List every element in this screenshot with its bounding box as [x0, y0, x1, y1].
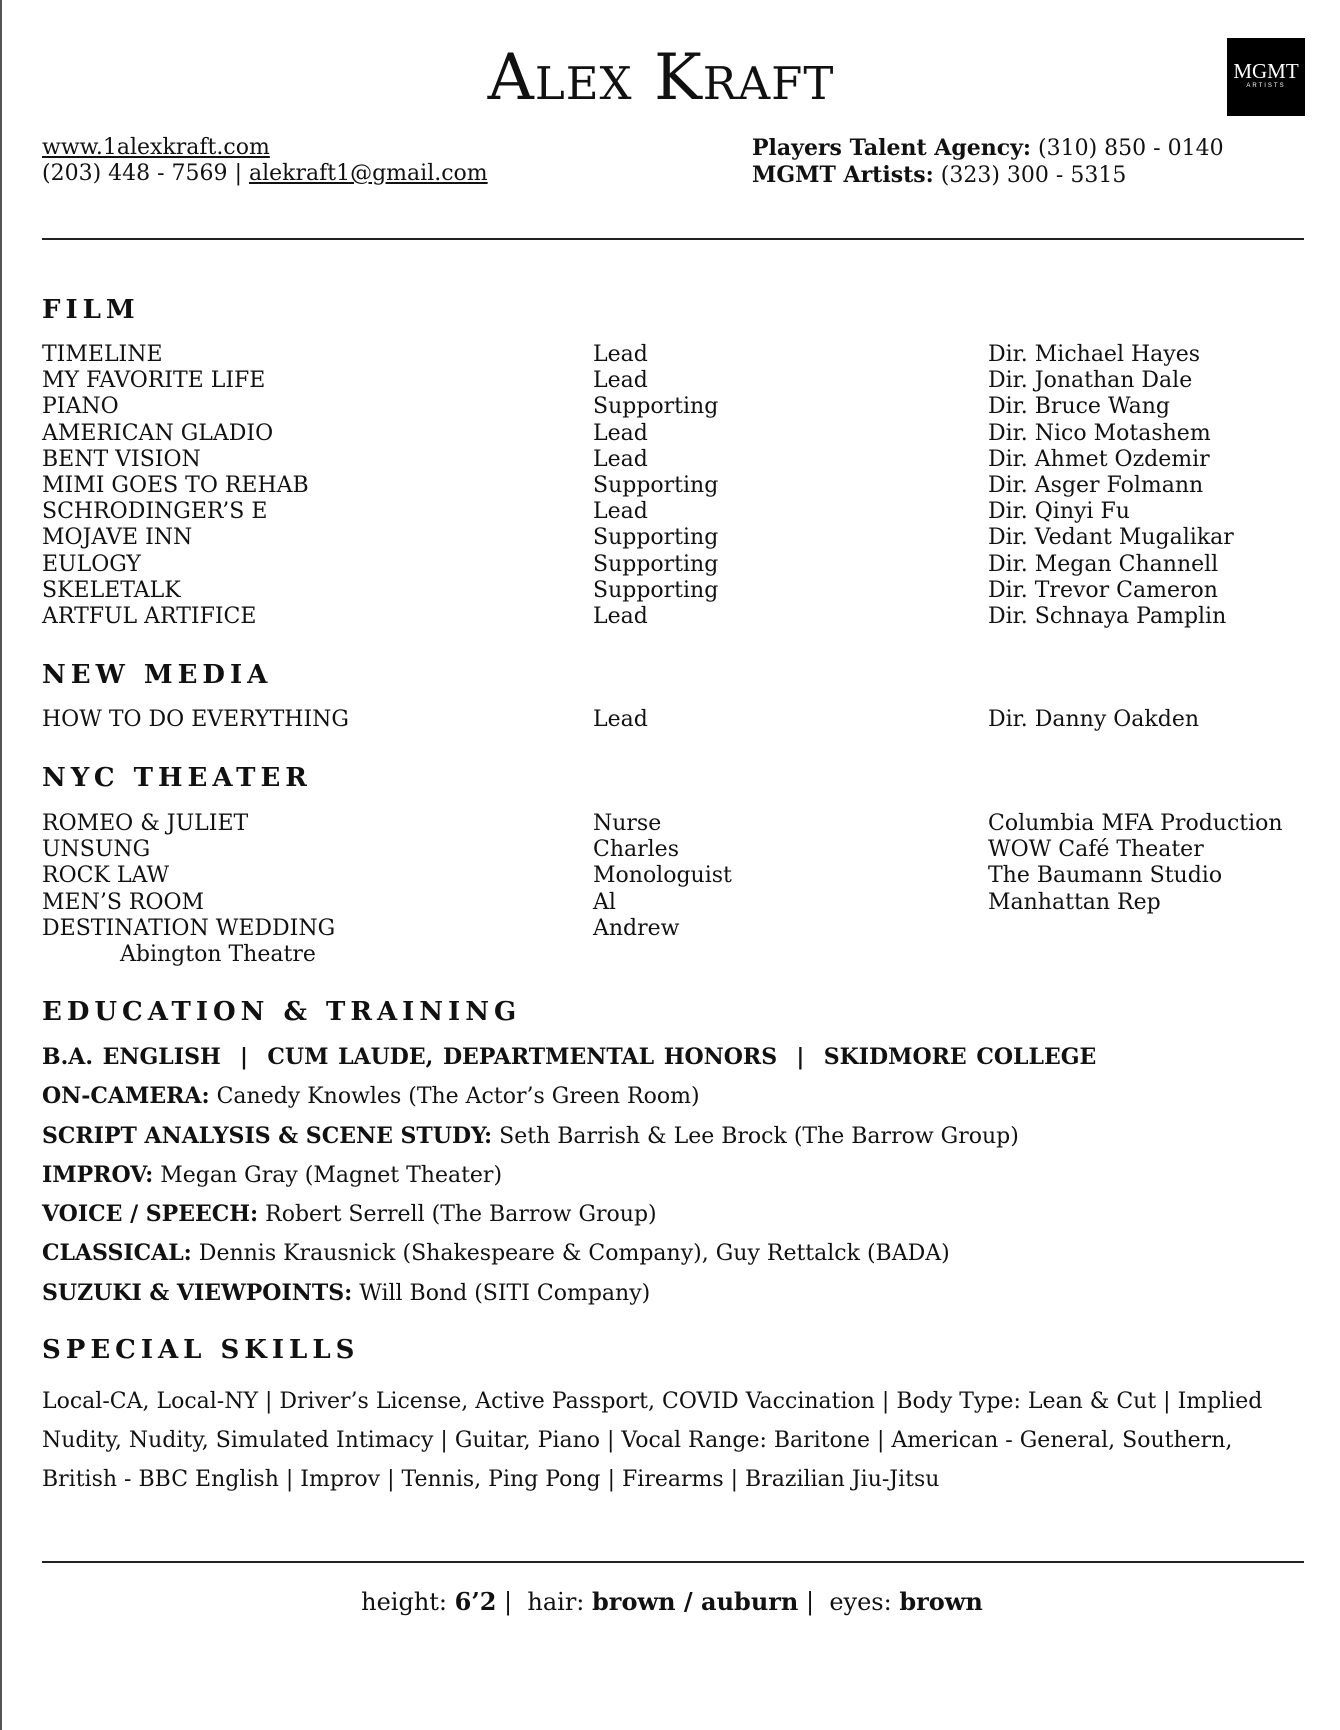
credit-row [42, 525, 1312, 551]
logo-subtext: ARTISTS [1246, 83, 1286, 89]
personal-contact [42, 135, 488, 187]
credit-row [42, 342, 1312, 368]
degree-line [42, 1044, 1312, 1083]
film-heading: FILM [42, 295, 140, 325]
skills-heading: SPECIAL SKILLS [42, 1335, 360, 1365]
credit-title: SKELETALK [42, 577, 181, 603]
credit-title: BENT VISION [42, 446, 201, 472]
credit-role: Lead [593, 368, 648, 394]
education-list [42, 1044, 1312, 1319]
credit-venue: WOW Café Theater [988, 837, 1204, 863]
credit-role: Lead [593, 446, 648, 472]
credit-role: Lead [593, 499, 648, 525]
training-item [42, 1280, 1312, 1319]
credit-title: HOW TO DO EVERYTHING [42, 707, 349, 732]
header-divider [42, 238, 1304, 240]
credit-title: ROMEO & JULIET [42, 811, 249, 836]
credit-row [42, 394, 1312, 420]
credit-row [42, 368, 1312, 394]
credit-row [42, 837, 1312, 863]
skills-text: Local-CA, Local-NY | Driver’s License, Active Passport, COVID Vaccination | Body Type: Lean & Cut | Implied Nudity, Nudity, Simulated Intimacy | Guitar, Piano | Vocal Range: Baritone | American - General, Southern, British - BBC English | Improv | Tennis, Ping Pong | Firearms | Brazilian Jiu-Jitsu [42, 1389, 1263, 1492]
credit-director: Dir. Jonathan Dale [988, 368, 1193, 394]
training-item [42, 1083, 1312, 1122]
film-credits [42, 342, 1312, 630]
website-link[interactable]: www.1alexkraft.com [42, 135, 270, 160]
credit-director: Dir. Qinyi Fu [988, 499, 1130, 525]
agency-label: Players Talent Agency: [752, 135, 1032, 161]
credit-title: ARTFUL ARTIFICE [42, 603, 257, 629]
credit-role: Lead [593, 603, 648, 629]
training-value: Will Bond (SITI Company) [352, 1280, 651, 1306]
training-label: VOICE / SPEECH: [42, 1201, 259, 1228]
credit-role: Supporting [593, 472, 719, 498]
mgmt-artists-logo [1227, 38, 1305, 116]
credit-role: Lead [593, 707, 648, 732]
agency-contacts [752, 135, 1224, 189]
credit-role: Supporting [593, 577, 719, 603]
degree: B.A. ENGLISH | CUM LAUDE, DEPARTMENTAL HONORS | SKIDMORE COLLEGE [42, 1044, 1097, 1070]
credit-row [42, 552, 1312, 578]
credit-role: Lead [593, 420, 648, 446]
credit-row [42, 604, 1312, 630]
training-item [42, 1123, 1312, 1162]
credit-role: Al [593, 889, 616, 915]
credit-row [42, 863, 1312, 889]
credit-row [42, 473, 1312, 499]
credit-title: AMERICAN GLADIO [42, 420, 274, 446]
credit-title: PIANO [42, 394, 119, 420]
training-item [42, 1240, 1312, 1279]
credit-venue-extra: Abington Theatre [120, 941, 316, 967]
eyes-label: | eyes: [798, 1588, 900, 1616]
credit-row [42, 890, 1312, 916]
credit-row [42, 421, 1312, 447]
credit-role: Andrew [593, 915, 680, 941]
credit-director: Dir. Vedant Mugalikar [988, 525, 1234, 551]
credit-role: Lead [593, 342, 648, 367]
training-label: SUZUKI & VIEWPOINTS: [42, 1279, 353, 1306]
credit-title: SCHRODINGER’S E [42, 499, 268, 525]
credit-role: Charles [593, 837, 679, 863]
credit-title: TIMELINE [42, 342, 163, 367]
eyes-value: brown [899, 1587, 983, 1616]
physical-stats [2, 1587, 1340, 1617]
agency-phone: (310) 850 - 0140 [1038, 136, 1224, 161]
actor-name: Alex Kraft [487, 41, 835, 115]
credit-role: Supporting [593, 525, 719, 551]
credit-row [42, 916, 1312, 942]
training-label: ON-CAMERA: [42, 1083, 210, 1110]
training-item [42, 1201, 1312, 1240]
credit-title: ROCK LAW [42, 863, 170, 889]
credit-title: MEN’S ROOM [42, 889, 205, 915]
training-label: CLASSICAL: [42, 1240, 192, 1267]
credit-director: Dir. Nico Motashem [988, 420, 1211, 446]
training-label: SCRIPT ANALYSIS & SCENE STUDY: [42, 1122, 493, 1149]
training-value: Canedy Knowles (The Actor’s Green Room) [209, 1084, 700, 1110]
credit-venue: Manhattan Rep [988, 889, 1161, 915]
agency-label: MGMT Artists: [752, 162, 934, 188]
credit-row [42, 578, 1312, 604]
credit-director: Dir. Trevor Cameron [988, 577, 1218, 603]
credit-director: Dir. Asger Folmann [988, 472, 1204, 498]
credit-director: Dir. Megan Channell [988, 551, 1219, 577]
theater-credits [42, 811, 1312, 968]
credit-venue: Columbia MFA Production [988, 811, 1283, 836]
credit-director: Dir. Bruce Wang [988, 394, 1171, 420]
credit-role: Monologuist [593, 863, 732, 889]
credit-role: Nurse [593, 811, 662, 836]
logo-text: MGMT [1233, 59, 1299, 83]
training-value: Dennis Krausnick (Shakespeare & Company), Guy Rettalck (BADA) [191, 1241, 950, 1267]
credit-row [42, 811, 1312, 837]
credit-venue: The Baumann Studio [988, 863, 1223, 889]
phone-number: (203) 448 - 7569 [42, 161, 228, 186]
credit-row [42, 499, 1312, 525]
credit-title: UNSUNG [42, 837, 151, 863]
height-label: height: [361, 1588, 455, 1616]
credit-row [42, 447, 1312, 473]
credit-role: Supporting [593, 551, 719, 577]
agency-line [752, 135, 1224, 162]
hair-value: brown / auburn [592, 1587, 799, 1616]
training-item [42, 1162, 1312, 1201]
agency-line [752, 162, 1224, 189]
credit-title: DESTINATION WEDDING [42, 915, 336, 941]
credit-director: Dir. Ahmet Ozdemir [988, 446, 1210, 472]
credit-role: Supporting [593, 394, 719, 420]
credit-title: MOJAVE INN [42, 525, 193, 551]
height-value: 6’2 [454, 1587, 497, 1616]
footer-divider [42, 1561, 1304, 1563]
credit-row [42, 707, 1312, 733]
credit-title: MIMI GOES TO REHAB [42, 472, 309, 498]
training-value: Seth Barrish & Lee Brock (The Barrow Group) [492, 1123, 1019, 1149]
education-heading: EDUCATION & TRAINING [42, 997, 522, 1027]
training-label: IMPROV: [42, 1161, 154, 1188]
credit-title: MY FAVORITE LIFE [42, 368, 266, 394]
agency-phone: (323) 300 - 5315 [940, 163, 1127, 188]
new-media-credits [42, 707, 1312, 733]
theater-heading: NYC THEATER [42, 763, 312, 793]
new-media-heading: NEW MEDIA [42, 660, 273, 690]
contact-separator: | [234, 161, 242, 186]
credit-row [42, 942, 1312, 968]
training-value: Robert Serrell (The Barrow Group) [258, 1202, 657, 1228]
email-link[interactable]: alekraft1@gmail.com [248, 161, 488, 186]
credit-director: Dir. Danny Oakden [988, 707, 1200, 732]
credit-director: Dir. Michael Hayes [988, 342, 1201, 367]
credit-director: Dir. Schnaya Pamplin [988, 603, 1227, 629]
training-value: Megan Gray (Magnet Theater) [153, 1162, 503, 1188]
credit-title: EULOGY [42, 551, 141, 577]
hair-label: | hair: [496, 1588, 593, 1616]
